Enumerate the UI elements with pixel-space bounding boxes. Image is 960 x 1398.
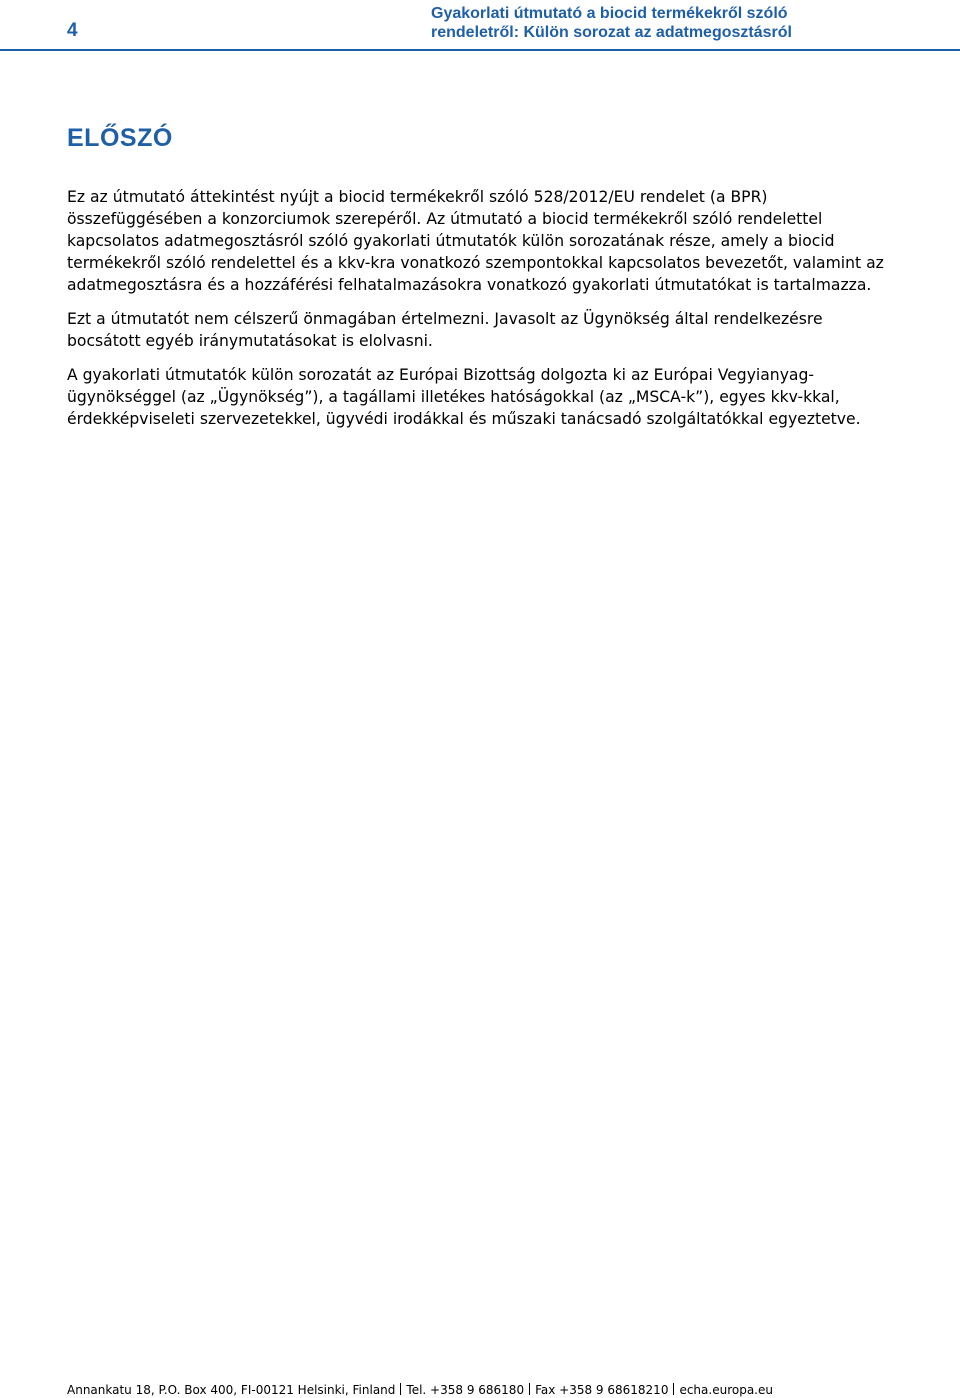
section-title: ELŐSZÓ [67,124,173,152]
page-header [0,0,960,52]
page-footer [67,1382,773,1398]
footer-web: echa.europa.eu [679,1383,773,1397]
header-divider [0,49,960,51]
footer-address: Annankatu 18, P.O. Box 400, FI-00121 Helsinki, Finland [67,1383,396,1397]
running-title-line-2: rendeletről: Külön sorozat az adatmegosztásról [431,24,792,41]
running-title [431,4,792,42]
paragraph-authorship: A gyakorlati útmutatók külön sorozatát az Európai Bizottság dolgozta ki az Európai Vegyianyag-ügynökséggel (az „Ügynökség”), a tagállami illetékes hatóságokkal (az „MSCA-k”), egyes kkv-kkal, érdekképviseleti szervezetekkel, ügyvédi irodákkal és műszaki tanácsadó szolgáltatókkal egyeztetve. [67,366,861,428]
page-number: 4 [67,20,78,41]
footer-fax: Fax +358 9 68618210 [535,1383,669,1397]
footer-separator [529,1383,530,1395]
paragraph-intro: Ez az útmutató áttekintést nyújt a biocid termékekről szóló 528/2012/EU rendelet (a BPR) összefüggésében a konzorciumok szerepéről. Az útmutató a biocid termékekről szóló rendelettel kapcsolatos adatmegosztásról szóló gyakorlati útmutatók külön sorozatának része, amely a biocid termékekről szóló rendelettel és a kkv-kra vonatkozó szempontokkal kapcsolatos bevezetőt, valamint az adatmegosztásra és a hozzáférési felhatalmazásokra vonatkozó gyakorlati útmutatókat is tartalmazza. [67,188,884,294]
footer-tel: Tel. +358 9 686180 [406,1383,525,1397]
main-content [67,120,897,442]
running-title-line-1: Gyakorlati útmutató a biocid termékekről szóló [431,5,788,22]
paragraph-reading-advice: Ezt a útmutatót nem célszerű önmagában értelmezni. Javasolt az Ügynökség által rendelkezésre bocsátott egyéb iránymutatásokat is elolvasni. [67,310,823,350]
footer-separator [400,1383,401,1395]
footer-separator [673,1383,674,1395]
